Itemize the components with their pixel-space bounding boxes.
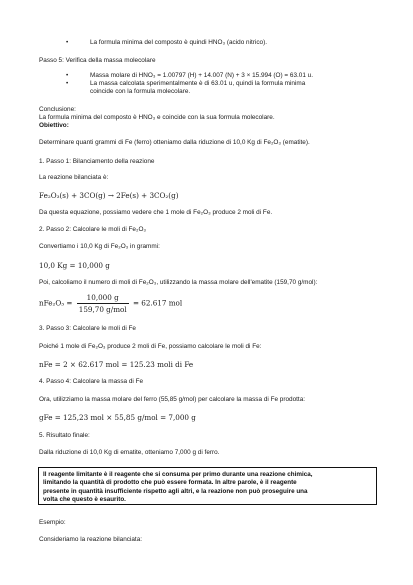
step1-intro: La reazione bilanciata è: bbox=[39, 174, 109, 181]
step4-equation: gFe = 125,23 mol × 55,85 g/mol = 7,000 g bbox=[39, 413, 196, 422]
objective-label: Obiettivo: bbox=[39, 122, 69, 129]
step2-text: Poi, calcoliamo il numero di moli di Fe₂O₃, utilizzando la massa molare dell'ematite (159,70 g/mol): bbox=[39, 279, 318, 286]
note-line: presente in quantità insufficiente rispetto agli altri, e la reazione non può proseguire una bbox=[43, 487, 308, 495]
step2-heading: 2. Passo 2: Calcolare le moli di Fe₂O₃ bbox=[39, 226, 147, 233]
fraction bbox=[77, 293, 129, 314]
step3-text: Poiché 1 mole di Fe₂O₃ produce 2 moli di Fe, possiamo calcolare le moli di Fe: bbox=[39, 343, 262, 350]
step1-equation: Fe₂O₃(s) + 3CO(g) → 2Fe(s) + 3CO₂(g) bbox=[39, 191, 179, 200]
step4-heading: 4. Passo 4: Calcolare la massa di Fe bbox=[39, 378, 144, 385]
limiting-reagent-note-box bbox=[38, 467, 377, 505]
note-line: limitando la quantità di prodotto che può essere formata. In altre parole, è il reagente bbox=[43, 479, 297, 487]
step1-note: Da questa equazione, possiamo vedere che 1 mole di Fe₂O₃ produce 2 moli di Fe. bbox=[39, 209, 273, 216]
example-text: Consideriamo la reazione bilanciata: bbox=[39, 536, 143, 543]
bullet-dot: • bbox=[66, 80, 69, 87]
objective-text: Determinare quanti grammi di Fe (ferro) otteniamo dalla riduzione di 10,0 Kg di Fe₂O₃ (ematite). bbox=[39, 139, 310, 146]
fraction-rhs: = 62.617 mol bbox=[132, 298, 183, 308]
note-line: volta che questo è esaurito. bbox=[43, 496, 126, 504]
step1-heading: 1. Passo 1: Bilanciamento della reazione bbox=[39, 158, 155, 165]
top-bullet-text: La formula minima del composto è quindi HNO₃ (acido nitrico). bbox=[90, 39, 267, 46]
step5-heading: Passo 5: Verifica della massa molecolare bbox=[39, 57, 156, 64]
example-label: Esempio: bbox=[39, 519, 66, 526]
step2-intro: Convertiamo i 10,0 Kg di Fe₂O₃ in grammi: bbox=[39, 243, 160, 250]
step5-bullet-1: Massa molare di HNO₃ = 1.00797 (H) + 14.007 (N) + 3 × 15.994 (O) = 63.01 u. bbox=[90, 72, 314, 79]
bullet-dot: • bbox=[66, 39, 69, 46]
conclusion-heading: Conclusione: bbox=[39, 106, 76, 113]
step3-equation: nFe = 2 × 62.617 mol = 125.23 moli di Fe bbox=[39, 360, 194, 369]
step2-fraction-equation bbox=[39, 293, 182, 314]
step5-result-text: Dalla riduzione di 10,0 Kg di ematite, otteniamo 7,000 g di ferro. bbox=[39, 449, 220, 456]
step4-text: Ora, utilizziamo la massa molare del ferro (55,85 g/mol) per calcolare la massa di Fe prodotta: bbox=[39, 396, 306, 403]
fraction-denominator: 159,70 g/mol bbox=[78, 305, 127, 314]
bullet-dot: • bbox=[66, 72, 69, 79]
fraction-numerator: 10,000 g bbox=[77, 293, 129, 304]
step5-result-heading: 5. Risultato finale: bbox=[39, 432, 90, 439]
step3-heading: 3. Passo 3: Calcolare le moli di Fe bbox=[39, 325, 136, 332]
fraction-lhs: nFe₂O₃ = bbox=[39, 298, 73, 308]
step2-equation: 10,0 Kg = 10,000 g bbox=[39, 261, 110, 270]
conclusion-text: La formula minima del composto è HNO₃ e coincide con la sua formula molecolare. bbox=[39, 114, 275, 121]
note-line: Il reagente limitante è il reagente che si consuma per primo durante una reazione chimica, bbox=[43, 471, 313, 478]
step5-bullet-2: La massa calcolata sperimentalmente è di 63.01 u, quindi la formula minima bbox=[90, 80, 306, 87]
step5-bullet-3: coincide con la formula molecolare. bbox=[90, 88, 191, 95]
